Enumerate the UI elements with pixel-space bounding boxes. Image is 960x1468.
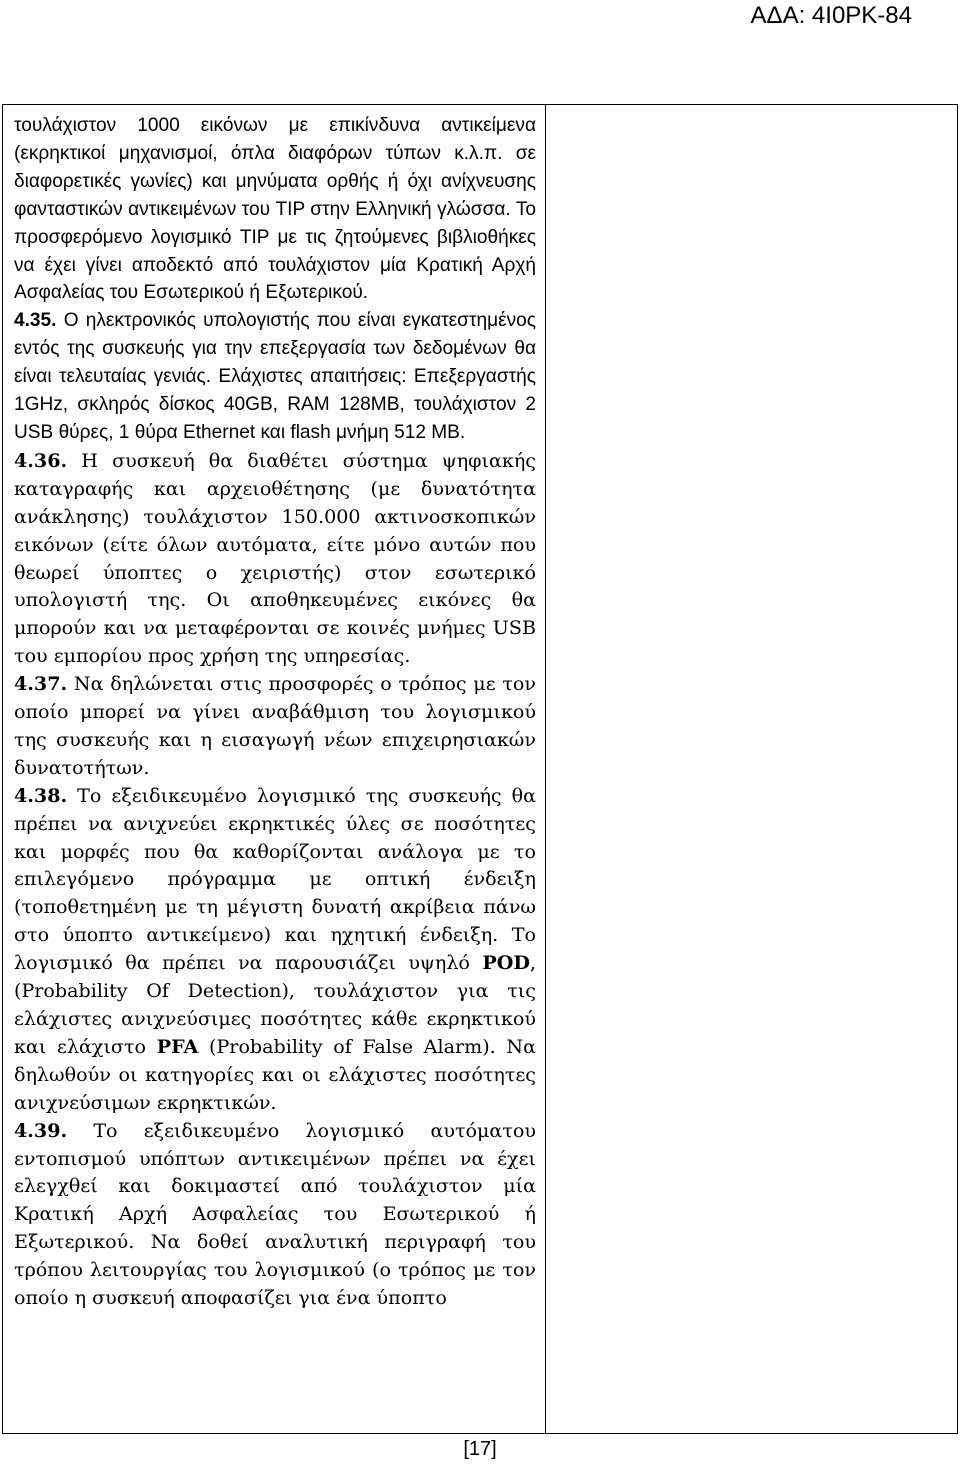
pod-term: POD (482, 951, 530, 975)
item-text: Η συσκευή θα διαθέτει σύστημα ψηφιακής καταγραφής και αρχειοθέτησης (με δυνατότητα ανάκλησης) τουλάχιστον 150.000 ακτινοσκοπικών εικόνων (είτε όλων αυτόματα, είτε μόνο αυτών που θεωρεί ύποπτες ο χειριστής) στον εσωτερικό υπολογιστή της. Οι αποθηκευμένες εικόνες θα μπορούν και να μεταφέρονται σε κοινές μνήμες USB του εμπορίου προς χρήση της υπηρεσίας. (14, 448, 536, 668)
item-text: τουλάχιστον 1000 εικόνων με επικίνδυνα αντικείμενα (εκρηκτικοί μηχανισμοί, όπλα διαφόρων τύπων κ.λ.π. σε διαφορετικές γωνίες) και μηνύματα ορθής ή όχι ανίχνευσης φανταστικών αντικειμένων του TIP στην Ελληνική γλώσσα. Το προσφερόμενο λογισμικό TIP με τις ζητούμενες βιβλιοθήκες να έχει γίνει αποδεκτό από τουλάχιστον μία Κρατική Αρχή Ασφαλείας του Εσωτερικού ή Εξωτερικού. (14, 115, 536, 304)
item-number: 4.37. (14, 672, 68, 696)
item-number: 4.39. (14, 1118, 68, 1142)
pfa-term: PFA (156, 1034, 199, 1058)
item-number: 4.36. (14, 448, 68, 472)
item-text: , (Probability Of Detection), τουλάχιστον για τις ελάχιστες ανιχνεύσιμες ποσότητες κάθε εκρηκτικού και ελάχιστο (14, 951, 536, 1058)
item-number: 4.38. (14, 783, 68, 807)
spec-item-4-38 (14, 782, 536, 1117)
empty-cell (546, 105, 957, 1433)
item-text: Να δηλώνεται στις προσφορές ο τρόπος με τον οποίο μπορεί να γίνει αναβάθμιση του λογισμικού της συσκευής και η εισαγωγή νέων επιχειρησιακών δυνατοτήτων. (14, 672, 536, 779)
item-text: Το εξειδικευμένο λογισμικό αυτόματου εντοπισμού υπόπτων αντικειμένων πρέπει να έχει ελεγχθεί και δοκιμαστεί από τουλάχιστον μία Κρατική Αρχή Ασφαλείας του Εσωτερικού ή Εξωτερικού. Να δοθεί αναλυτική περιγραφή του τρόπου λειτουργίας του λογισμικού (ο τρόπος με τον οποίο η συσκευή αποφασίζει για ένα ύποπτο (14, 1118, 536, 1310)
spec-item-continuation (14, 112, 536, 307)
spec-text-cell (3, 105, 546, 1433)
spec-item-4-39 (14, 1117, 536, 1312)
page-number: [17] (463, 1438, 497, 1460)
item-number: 4.35. (14, 310, 57, 332)
spec-item-4-37 (14, 670, 536, 782)
item-text: Το εξειδικευμένο λογισμικό της συσκευής θα πρέπει να ανιχνεύει εκρηκτικές ύλες σε ποσότητες και μορφές που θα καθορίζονται ανάλογα με το επιλεγόμενο πρόγραμμα με οπτική ένδειξη (τοποθετημένη με τη μέγιστη δυνατή ακρίβεια πάνω στο ύποπτο αντικείμενο) και ηχητική ένδειξη. Το λογισμικό θα πρέπει να παρουσιάζει υψηλό (14, 783, 536, 975)
item-text: (Probability of False Alarm). Να δηλωθούν οι κατηγορίες και οι ελάχιστες ποσότητες ανιχνεύσιμων εκρηκτικών. (14, 1034, 536, 1114)
spec-item-4-36 (14, 447, 536, 670)
item-text: Ο ηλεκτρονικός υπολογιστής που είναι εγκατεστημένος εντός της συσκευής για την επεξεργασία των δεδομένων θα είναι τελευταίας γενιάς. Ελάχιστες απαιτήσεις: Επεξεργαστής 1GHz, σκληρός δίσκος 40GB, RAM 128MB, τουλάχιστον 2 USB θύρες, 1 θύρα Ethernet και flash μνήμη 512 MB. (14, 310, 536, 443)
spec-table (2, 104, 958, 1434)
spec-item-4-35 (14, 307, 536, 447)
document-code: ΑΔΑ: 4Ι0ΡΚ-84 (750, 2, 912, 29)
